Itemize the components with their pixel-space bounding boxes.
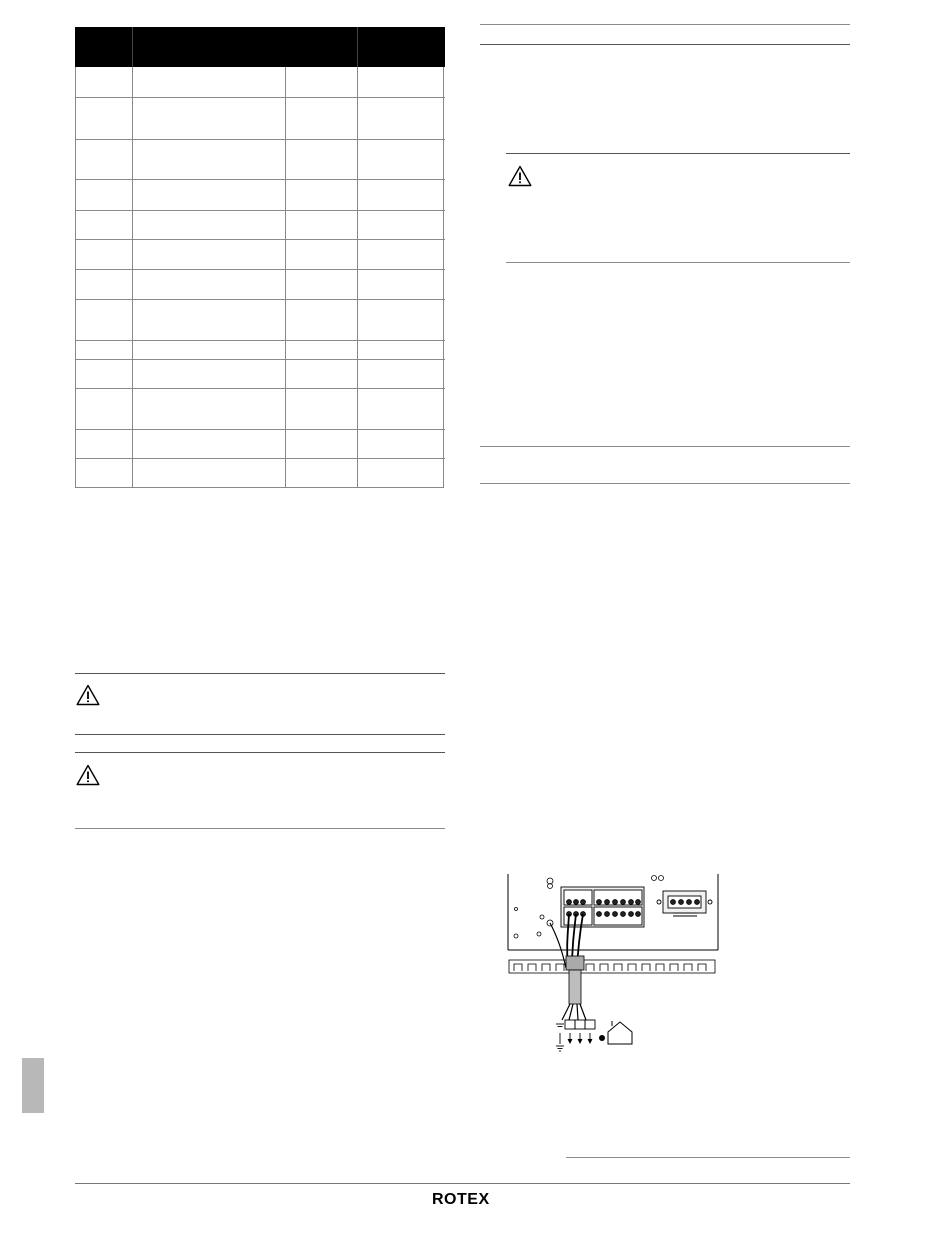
table-row [75, 179, 445, 180]
table-col-divider [132, 27, 133, 67]
section-rule [480, 446, 850, 447]
table-row [75, 388, 445, 389]
table-row [75, 299, 445, 300]
terminal-block-main [561, 887, 644, 927]
section-rule [480, 44, 850, 45]
brand-logo: ROTEX [432, 1191, 490, 1208]
section-rule [480, 24, 850, 25]
figure-caption-rule [566, 1157, 850, 1158]
table-row [75, 458, 445, 459]
table-row [75, 210, 445, 211]
wiring-diagram [506, 872, 720, 1052]
warning-box-bottom-rule [75, 828, 445, 829]
wire-ends [562, 1004, 586, 1020]
table-row [75, 359, 445, 360]
table-row [75, 429, 445, 430]
warning-box-top-rule [75, 673, 445, 674]
connection-legend [560, 1020, 595, 1044]
house-icon [608, 1021, 632, 1044]
table-row [75, 340, 445, 341]
table-col-divider [132, 67, 133, 488]
table-header [75, 27, 445, 67]
chapter-tab [22, 1058, 44, 1113]
warning-box-top-rule [506, 153, 850, 154]
warning-triangle-icon [76, 764, 100, 786]
table-row [75, 139, 445, 140]
table-col-divider [357, 27, 358, 67]
table-row [75, 269, 445, 270]
cable-clamp-rail [509, 960, 715, 973]
warning-box-bottom-rule [506, 262, 850, 263]
warning-box-bottom-rule [75, 734, 445, 735]
warning-box-top-rule [75, 752, 445, 753]
terminal-block-secondary [657, 891, 712, 916]
table-col-divider [285, 67, 286, 488]
footer-rule [75, 1183, 850, 1184]
cable-sheath [566, 956, 584, 1004]
table-row [75, 239, 445, 240]
power-supply-dot [599, 1035, 605, 1041]
warning-triangle-icon [508, 165, 532, 187]
warning-triangle-icon [76, 684, 100, 706]
table-col-divider [357, 67, 358, 488]
section-rule [480, 483, 850, 484]
table-row [75, 97, 445, 98]
